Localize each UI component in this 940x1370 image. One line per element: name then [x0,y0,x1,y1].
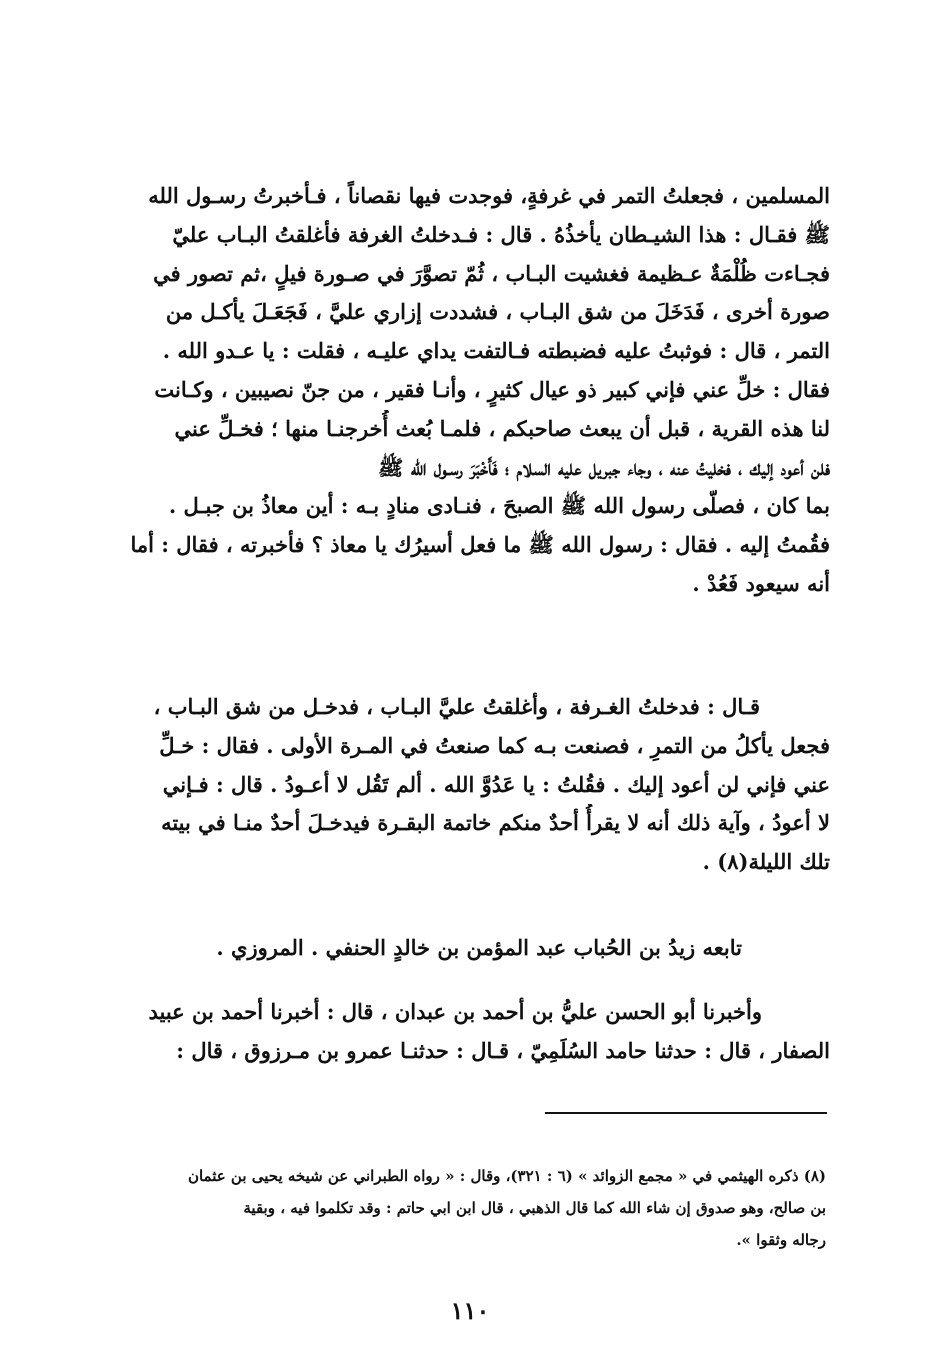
paragraph-3 [103,929,830,968]
text-line: فقُمتُ إليه . فقال : رسول الله ﷺ ما فعل أسيرُك يا معاذ ؟ فأخبرته ، فقال : أما [130,532,830,558]
text-line: فجـاءت ظُلْمَةٌ عـظيمة فغشيت البـاب ، ثُمّ تصوَّرَ في صـورة فيلٍ ،ثم تصور في [153,260,830,286]
text-line: بما كان ، فصلّى رسول الله ﷺ الصبحَ ، فنـادى منادٍ بـه : أين معاذُ بن جبـل . [168,493,830,519]
text-line: تلك الليلة(٨) . [702,849,830,875]
text-line: التمر ، قال : فوثبتُ عليه فضبطته فـالتفت يداي عليـه ، فقلت : يا عـدو الله . [162,338,830,364]
text-line: الصفار ، قال : حدثنا حامد السُلَمِيّ ، قـال : حدثنـا عمرو بن مـرزوق ، قال : [176,1037,830,1063]
text-line: عني فإني لن أعود إليك . فقُلتُ : يا عَدُوَّ الله . ألم تَقُل لا أعـودُ . قال : فـإني [162,771,830,797]
text-line: أنه سيعود فَعُدْ . [692,570,830,596]
text-line: لا أعودُ ، وآية ذلك أنه لا يقرأُ أحدٌ منكم خاتمة البقـرة فيدخـلَ أحدٌ منـا في بيته [161,810,830,836]
text-line: صورة أخرى ، فَدَخَلَ من شق البـاب ، فشددت إزاري عليَّ ، فَجَعَـلَ يأكـل من [165,299,830,325]
text-line: تابعه زيدُ بن الحُباب عبد المؤمن بن خالدٍ الحنفي . المروزي . [216,935,742,960]
text-line: وأخبرنا أبو الحسن عليُّ بن أحمد بن عبدان ، قال : أخبرنا أحمد بن عبيد [148,999,762,1024]
paragraph-4 [103,993,830,1071]
text-line: المسلمين ، فجعلتُ التمر في غرفةٍ، فوجدت فيها نقصاناً ، فـأخبرتُ رسـول الله [148,183,830,208]
footnote-line: (٨) ذكره الهيثمي في « مجمع الزوائد » (٦ : ٣٢١)، وقال : « رواه الطبراني عن شيخه يحيى بن عثمان [187,1167,826,1185]
text-line: لنا هذه القرية ، قبل أن يبعث صاحبكم ، فلمـا بُعث أُخرجنـا منها ؛ فخـلِّ عني [174,415,830,441]
footnote-line: رجاله وثقوا ». [736,1231,826,1249]
text-line: قـال : فدخلتُ الغـرفة ، وأغلقتُ عليَّ البـاب ، فدخـل من شق البـاب ، [153,694,760,719]
text-line: فجعل يأكلُ من التمرِ ، فصنعت بـه كما صنعتُ في المـرة الأولى . فقال : خـلِّ [159,732,830,758]
text-line: ﷺ فقـال : هذا الشيـطان يأخذُهُ . قال : فـدخلتُ الغرفة فأغلقتُ البـاب عليّ [172,221,830,247]
paragraph-2 [103,688,830,882]
footnote-line: بن صالح، وهو صدوق إن شاء الله كما قال الذهبي ، قال ابن ابي حاتم : وقد تكلموا فيه ، وبقية [243,1199,826,1217]
paragraph-1 [103,177,830,604]
footnote-separator [545,1112,827,1114]
page-number: ١١٠ [450,1296,490,1325]
footnote [108,1160,826,1256]
text-line: فلن أعود إليك ، فخليتُ عنه ، وجاء جبريل عليه السلام ؛ فَأَخْبَرَ رسـول الله ﷺ [378,454,830,480]
text-line: فقال : خلِّ عني فإني كبير ذو عيال كثيرٍ ، وأنـا فقير ، من جنّ نصيبين ، وكـانت [154,376,830,402]
